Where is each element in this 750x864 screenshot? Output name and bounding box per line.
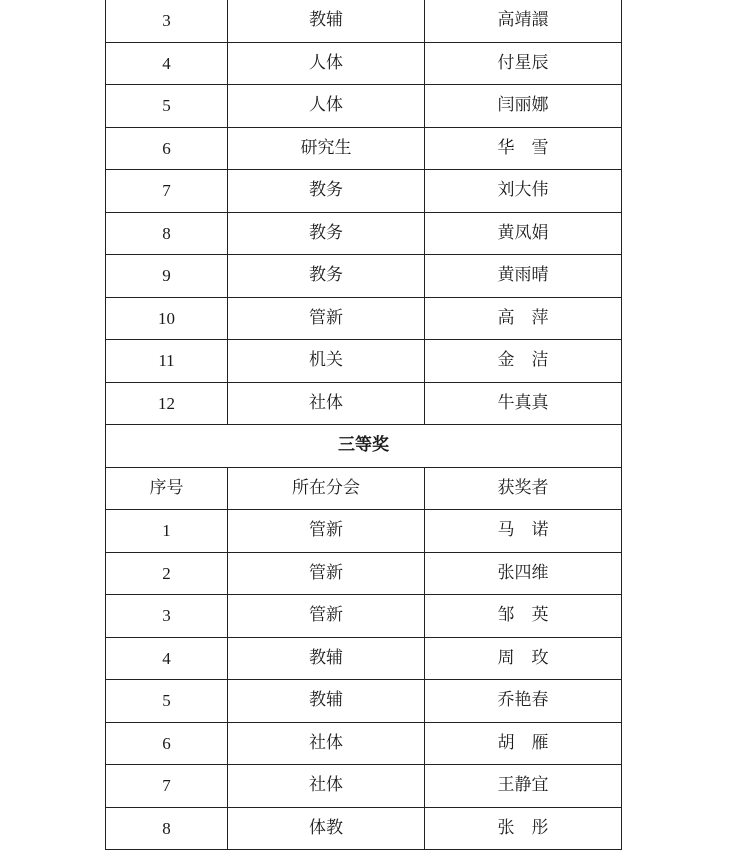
row-winner: 张 彤 xyxy=(425,807,622,850)
table-row xyxy=(106,42,622,85)
row-branch: 教辅 xyxy=(228,680,425,723)
table-row xyxy=(106,340,622,383)
table-row xyxy=(106,765,622,808)
table-row xyxy=(106,255,622,298)
row-branch: 教务 xyxy=(228,212,425,255)
row-index: 10 xyxy=(106,297,228,340)
table-row xyxy=(106,212,622,255)
row-winner: 高 萍 xyxy=(425,297,622,340)
row-branch: 管新 xyxy=(228,297,425,340)
table-row xyxy=(106,170,622,213)
header-index: 序号 xyxy=(106,467,228,510)
row-index: 6 xyxy=(106,127,228,170)
header-winner: 获奖者 xyxy=(425,467,622,510)
row-index: 3 xyxy=(106,595,228,638)
row-index: 4 xyxy=(106,42,228,85)
row-index: 6 xyxy=(106,722,228,765)
row-winner: 黄雨晴 xyxy=(425,255,622,298)
row-winner: 付星辰 xyxy=(425,42,622,85)
row-index: 7 xyxy=(106,765,228,808)
table-row xyxy=(106,552,622,595)
table-row xyxy=(106,127,622,170)
row-index: 9 xyxy=(106,255,228,298)
row-branch: 管新 xyxy=(228,595,425,638)
row-branch: 社体 xyxy=(228,765,425,808)
row-branch: 教辅 xyxy=(228,0,425,42)
table-row xyxy=(106,85,622,128)
row-index: 8 xyxy=(106,807,228,850)
row-winner: 周 玫 xyxy=(425,637,622,680)
row-branch: 教务 xyxy=(228,255,425,298)
row-winner: 刘大伟 xyxy=(425,170,622,213)
table-row xyxy=(106,382,622,425)
row-index: 5 xyxy=(106,680,228,723)
award-table-body xyxy=(106,0,622,850)
row-branch: 研究生 xyxy=(228,127,425,170)
table-row xyxy=(106,297,622,340)
table-row xyxy=(106,722,622,765)
row-index: 11 xyxy=(106,340,228,383)
table-row xyxy=(106,0,622,42)
table-row xyxy=(106,807,622,850)
row-winner: 王静宜 xyxy=(425,765,622,808)
row-winner: 张四维 xyxy=(425,552,622,595)
table-row xyxy=(106,680,622,723)
header-branch: 所在分会 xyxy=(228,467,425,510)
row-branch: 人体 xyxy=(228,85,425,128)
row-winner: 邹 英 xyxy=(425,595,622,638)
table-row xyxy=(106,595,622,638)
row-branch: 体教 xyxy=(228,807,425,850)
row-index: 2 xyxy=(106,552,228,595)
row-branch: 教务 xyxy=(228,170,425,213)
third-prize-title: 三等奖 xyxy=(106,425,622,468)
row-winner: 黄凤娟 xyxy=(425,212,622,255)
row-winner: 乔艳春 xyxy=(425,680,622,723)
row-winner: 高靖譞 xyxy=(425,0,622,42)
row-winner: 金 洁 xyxy=(425,340,622,383)
header-row xyxy=(106,467,622,510)
row-index: 7 xyxy=(106,170,228,213)
row-winner: 牛真真 xyxy=(425,382,622,425)
row-index: 5 xyxy=(106,85,228,128)
row-index: 3 xyxy=(106,0,228,42)
row-branch: 社体 xyxy=(228,382,425,425)
row-index: 4 xyxy=(106,637,228,680)
row-branch: 教辅 xyxy=(228,637,425,680)
row-winner: 胡 雁 xyxy=(425,722,622,765)
row-branch: 机关 xyxy=(228,340,425,383)
row-index: 8 xyxy=(106,212,228,255)
section-title-row xyxy=(106,425,622,468)
row-branch: 管新 xyxy=(228,510,425,553)
row-branch: 人体 xyxy=(228,42,425,85)
row-branch: 社体 xyxy=(228,722,425,765)
row-winner: 华 雪 xyxy=(425,127,622,170)
row-index: 1 xyxy=(106,510,228,553)
award-table xyxy=(105,0,622,850)
row-winner: 马 诺 xyxy=(425,510,622,553)
table-row xyxy=(106,637,622,680)
row-branch: 管新 xyxy=(228,552,425,595)
row-index: 12 xyxy=(106,382,228,425)
row-winner: 闫丽娜 xyxy=(425,85,622,128)
table-row xyxy=(106,510,622,553)
